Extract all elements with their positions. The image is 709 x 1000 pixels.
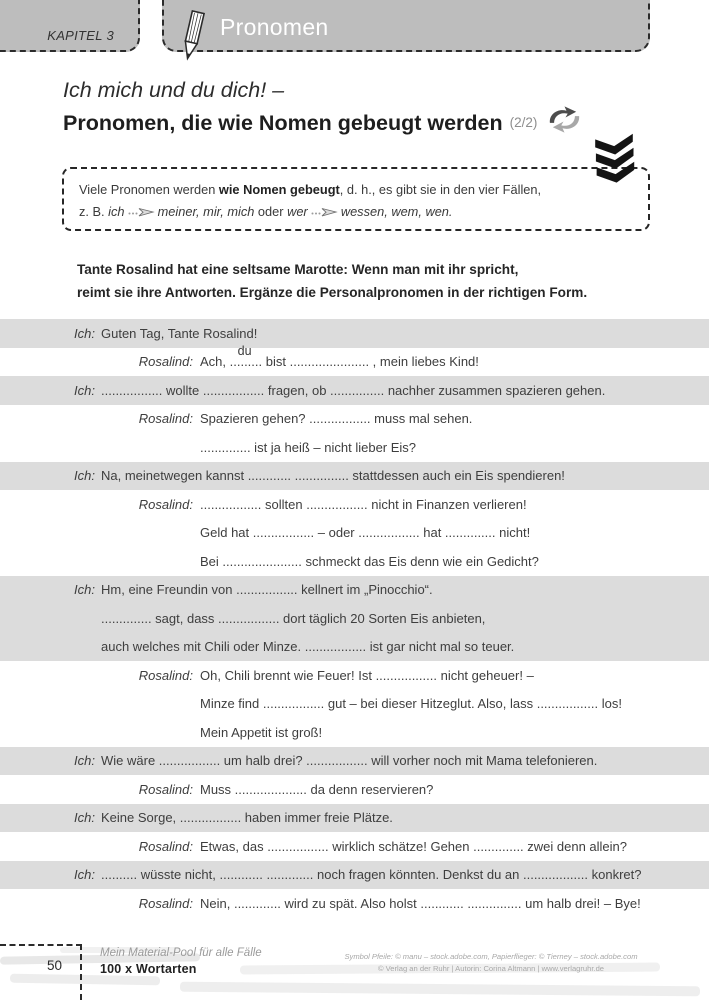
text-segment: Etwas, das ................. wirklich schätze! Gehen .............. zwei denn allein? [200, 838, 628, 854]
dialogue-text [200, 668, 709, 683]
dialogue-row [0, 462, 709, 491]
speaker-label: Ich: [74, 468, 95, 484]
dialogue-row [0, 889, 709, 918]
handwritten-answer: du [237, 344, 252, 359]
credits-line2: © Verlag an der Ruhr | Autorin: Corina Altmann | www.verlagruhr.de [377, 964, 605, 973]
dialogue-text [101, 582, 709, 597]
dialogue-text [200, 782, 709, 797]
text-segment: wer [287, 204, 312, 219]
text-segment: oder [254, 204, 288, 219]
page-number: 50 [46, 958, 62, 973]
dialogue-row [0, 775, 709, 804]
text-segment: Spazieren gehen? ................. muss mal sehen. [200, 411, 473, 427]
speaker-label: Ich: [74, 867, 95, 883]
dialogue-text [200, 554, 709, 569]
text-segment: Wie wäre ................. um halb drei? ................. will vorher noch mit Mama telefonieren. [101, 753, 598, 769]
brush-stroke [180, 982, 700, 997]
dialogue-text [101, 383, 709, 398]
answer-blank [229, 344, 263, 370]
grammar-info-box [62, 167, 650, 231]
series-title: Mein Material-Pool für alle Fälle [100, 947, 262, 959]
dialogue-text [101, 326, 709, 341]
plane-arrow-icon [128, 204, 154, 219]
topic-banner [162, 0, 650, 52]
text-segment: Muss .................... da denn reservieren? [200, 781, 434, 797]
dialogue-row [0, 490, 709, 519]
info-line1 [79, 179, 636, 201]
instruction-line2: reimt sie ihre Antworten. Ergänze die Personalpronomen in der richtigen Form. [77, 284, 588, 300]
speaker-label: Rosalind: [138, 411, 193, 427]
dialogue-text [200, 344, 709, 370]
speaker-label: Rosalind: [138, 838, 193, 854]
speaker-label: Rosalind: [138, 667, 193, 683]
text-segment: .............. ist ja heiß – nicht lieber Eis? [200, 439, 417, 455]
dialogue-text [101, 753, 709, 768]
text-segment: ich [108, 204, 129, 219]
dialogue-row [0, 661, 709, 690]
credits-line1: Symbol Pfeile: © manu – stock.adobe.com, Papierflieger: © Tierney – stock.adobe.com [344, 952, 638, 961]
task-instruction [77, 259, 587, 304]
text-segment: Bei ...................... schmeckt das Eis denn wie ein Gedicht? [200, 553, 539, 569]
text-segment: .............. sagt, dass ................. dort täglich 20 Sorten Eis anbieten, [101, 610, 486, 626]
dialogue-row [0, 547, 709, 576]
dialogue-text [200, 725, 709, 740]
dialogue-row [0, 747, 709, 776]
chapter-label: KAPITEL 3 [47, 28, 114, 43]
dialogue-text [101, 810, 709, 825]
dialogue-text [200, 896, 709, 911]
blank-dots: ......... [229, 354, 263, 370]
title-line2 [63, 104, 583, 141]
text-segment: Ach, [200, 354, 230, 370]
dialogue-text [200, 696, 709, 711]
text-segment: auch welches mit Chili oder Minze. ................. ist gar nicht mal so teuer. [101, 639, 515, 655]
text-segment: Hm, eine Freundin von ................. kellnert im „Pinocchio“. [101, 582, 433, 598]
dialogue-row [0, 832, 709, 861]
dialogue-text [200, 497, 709, 512]
part-indicator: (2/2) [509, 114, 538, 130]
speaker-label: Ich: [74, 582, 95, 598]
speaker-label: Ich: [74, 325, 95, 341]
text-segment: wie Nomen gebeugt [218, 182, 340, 197]
title-line1: Ich mich und du dich! – [63, 78, 285, 102]
text-segment: , d. h., es gibt sie in den vier Fällen, [339, 182, 542, 197]
series-volume: 100 x Wortarten [100, 962, 197, 976]
text-segment: Guten Tag, Tante Rosalind! [101, 325, 258, 341]
speaker-label: Rosalind: [138, 781, 193, 797]
dialogue-row [0, 718, 709, 747]
dialogue-text [101, 867, 709, 882]
refresh-arrows-icon [546, 106, 583, 141]
text-segment: Na, meinetwegen kannst ............ ............... stattdessen auch ein Eis spendieren! [101, 468, 565, 484]
dialogue-text [200, 411, 709, 426]
text-segment: ................. sollten ................. nicht in Finanzen verlieren! [200, 496, 527, 512]
dialogue-row [0, 405, 709, 434]
page-number-box [0, 944, 82, 1000]
text-segment: meiner, mir, mich [154, 204, 255, 219]
text-segment: Oh, Chili brennt wie Feuer! Ist ................. nicht geheuer! – [200, 667, 534, 683]
dialogue-row [0, 633, 709, 662]
text-segment: .......... wüsste nicht, ............ ............. noch fragen könnten. Denkst du an .................. konkret? [101, 867, 642, 883]
text-segment: Nein, ............. wird zu spät. Also holst ............ ............... um halb drei! – Bye! [200, 895, 641, 911]
dialogue-row [0, 433, 709, 462]
dialogue-text [200, 839, 709, 854]
dialogue-row [0, 804, 709, 833]
info-line2 [79, 201, 636, 223]
dialogue-row [0, 576, 709, 605]
speaker-label: Rosalind: [138, 895, 193, 911]
title-line2-text: Pronomen, die wie Nomen gebeugt werden [63, 110, 503, 135]
speaker-label: Ich: [74, 382, 95, 398]
text-segment: Minze find ................. gut – bei dieser Hitzeglut. Also, lass ................. los! [200, 696, 622, 712]
speaker-label: Ich: [74, 810, 95, 826]
series-info [100, 946, 262, 977]
instruction-line1: Tante Rosalind hat eine seltsame Marotte: Wenn man mit ihr spricht, [77, 262, 519, 277]
dialogue-text [200, 525, 709, 540]
text-segment: z. B. [79, 204, 109, 219]
text-segment: ................. wollte ................. fragen, ob ............... nachher zusammen spazieren gehen. [101, 382, 606, 398]
topic-title: Pronomen [220, 14, 329, 40]
dialogue-row [0, 690, 709, 719]
paper-plane-icon [594, 135, 638, 192]
dialogue-row [0, 861, 709, 890]
credits [321, 951, 661, 975]
dialogue-text [101, 611, 709, 626]
speaker-label: Rosalind: [138, 354, 193, 370]
page-title [63, 76, 583, 141]
chapter-tab [0, 0, 140, 52]
text-segment: bist ...................... , mein liebes Kind! [262, 354, 479, 370]
pencil-icon [179, 10, 206, 69]
dialogue-text [101, 468, 709, 483]
dialogue-row [0, 319, 709, 348]
speaker-label: Ich: [74, 753, 95, 769]
text-segment: wessen, wem, wen. [337, 204, 453, 219]
dialogue-row [0, 519, 709, 548]
plane-arrow-icon [311, 204, 337, 219]
dialogue-exercise [0, 319, 709, 918]
text-segment: Viele Pronomen werden [79, 182, 219, 197]
text-segment: Geld hat ................. – oder ................. hat .............. nicht! [200, 525, 531, 541]
text-segment: Keine Sorge, ................. haben immer freie Plätze. [101, 810, 393, 826]
text-segment: Mein Appetit ist groß! [200, 724, 323, 740]
speaker-label: Rosalind: [138, 496, 193, 512]
dialogue-text [200, 440, 709, 455]
dialogue-row [0, 344, 709, 377]
dialogue-text [101, 639, 709, 654]
dialogue-row [0, 604, 709, 633]
dialogue-row [0, 376, 709, 405]
